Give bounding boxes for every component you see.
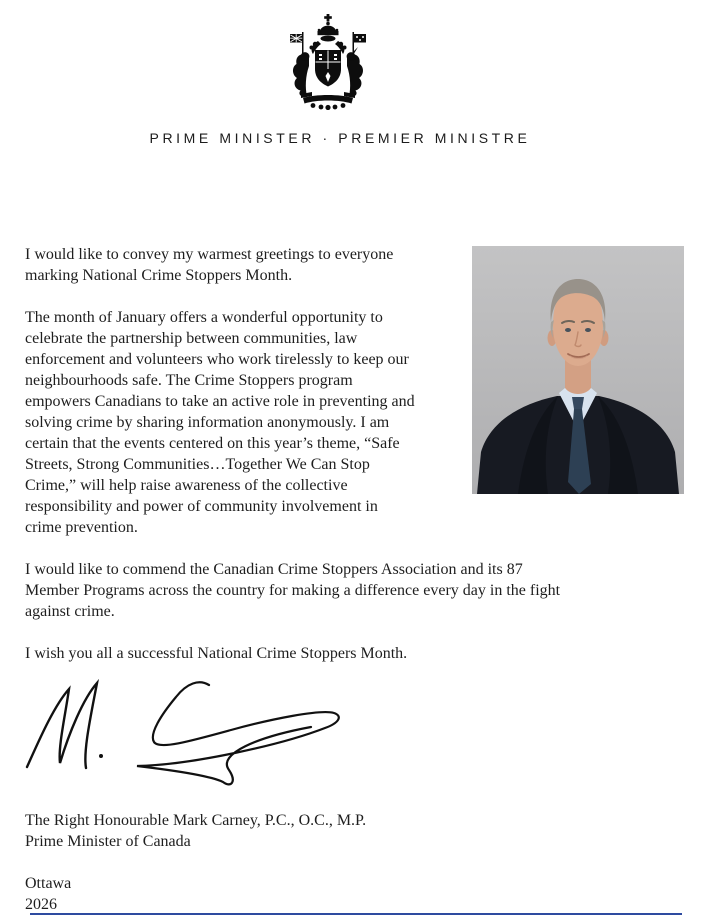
paragraph	[25, 559, 687, 622]
footer-rule	[30, 913, 682, 915]
paragraph-line: marking National Crime Stoppers Month.	[25, 267, 293, 284]
closing-block	[25, 810, 687, 915]
paragraph-line: I wish you all a successful National Crime Stoppers Month.	[25, 645, 408, 662]
paragraph-line: enforcement and volunteers who work tirelessly to keep our	[25, 351, 409, 368]
closing-year: 2026	[25, 896, 57, 913]
paragraph-line: I would like to convey my warmest greetings to everyone	[25, 246, 394, 263]
paragraph-line: The month of January offers a wonderful opportunity to	[25, 309, 383, 326]
letter-body	[25, 244, 687, 915]
paragraph-line: certain that the events centered on this year’s theme, “Safe	[25, 435, 400, 452]
paragraph-line: neighbourhoods safe. The Crime Stoppers program	[25, 372, 353, 389]
letterhead-title: PRIME MINISTER · PREMIER MINISTRE	[149, 130, 531, 146]
paragraph-line: Crime,” will help raise awareness of the collective	[25, 477, 348, 494]
paragraph-line: responsibility and power of community involvement in	[25, 498, 378, 515]
paragraph	[25, 307, 687, 538]
paragraph-line: crime prevention.	[25, 519, 138, 536]
paragraph-line: I would like to commend the Canadian Crime Stoppers Association and its 87	[25, 561, 523, 578]
signature-image	[21, 673, 687, 791]
closing-title: Prime Minister of Canada	[25, 833, 191, 850]
canada-coat-of-arms-icon	[288, 14, 368, 110]
paragraph-line: solving crime by sharing information anonymously. I am	[25, 414, 390, 431]
paragraph-line: empowers Canadians to take an active role in preventing and	[25, 393, 415, 410]
closing-place: Ottawa	[25, 875, 72, 892]
paragraph-line: Streets, Strong Communities…Together We Can Stop	[25, 456, 370, 473]
paragraph-line: celebrate the partnership between communities, law	[25, 330, 358, 347]
paragraph	[25, 244, 687, 286]
paragraph-line: against crime.	[25, 603, 115, 620]
paragraph	[25, 643, 687, 664]
closing-name: The Right Honourable Mark Carney, P.C., O.C., M.P.	[25, 812, 367, 829]
paragraph-line: Member Programs across the country for making a difference every day in the fight	[25, 582, 561, 599]
